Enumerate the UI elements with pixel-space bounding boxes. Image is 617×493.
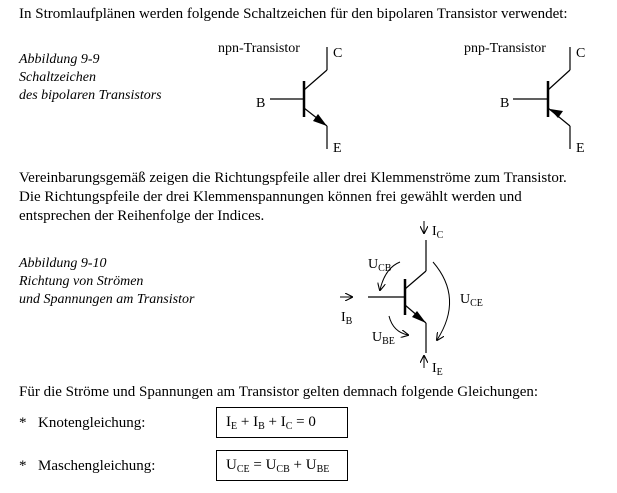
paragraph-line-2: Die Richtungspfeile der drei Klemmenspannungen können frei gewählt werden und [19,189,522,205]
uce-arrow-icon [433,262,450,340]
formula-subscript: B [258,421,265,432]
ie-label: $I_E$ [432,361,443,378]
equation-1-bullet: * [19,415,27,431]
formula-text: U [226,457,237,473]
ube-label: $U_{BE}$ [372,330,395,347]
formula-subscript: E [231,421,238,432]
formula-subscript: C [285,421,293,432]
uce-label: $U_{CE}$ [460,292,483,309]
formula-text: + I [237,414,259,430]
formula-text: + U [289,457,317,473]
equation-2-bullet: * [19,458,27,474]
fig9-10-caption-line-2: Richtung von Strömen [19,274,144,289]
npn-base-label: B [256,96,266,111]
formula-text: I [226,414,231,430]
pnp-base-label: B [500,96,510,111]
equations-intro: Für die Ströme und Spannungen am Transistor gelten demnach folgende Gleichungen: [19,384,539,400]
pnp-collector-label: C [576,46,586,61]
formula-subscript: CE [236,464,250,475]
formula-text: + I [264,414,286,430]
paragraph-line-3: entsprechen der Reihenfolge der Indices. [19,208,265,224]
formula-subscript: BE [316,464,330,475]
equation-1-formula [216,407,348,438]
equation-1-label: Knotengleichung: [38,415,146,431]
fig9-10-caption-line-3: und Spannungen am Transistor [19,292,195,307]
pnp-title: pnp-Transistor [464,41,546,56]
fig9-9-caption-line-2: Schaltzeichen [19,70,96,85]
ib-label: $I_B$ [341,310,353,327]
formula-subscript: CB [276,464,290,475]
pnp-emitter-label: E [576,141,585,156]
collector-diag [405,271,426,289]
intro-text: In Stromlaufplänen werden folgende Schaltzeichen für den bipolaren Transistor verwendet: [19,6,568,22]
ube-arrow-icon [389,316,408,335]
paragraph-line-1: Vereinbarungsgemäß zeigen die Richtungspfeile aller drei Klemmenströme zum Transistor. [19,170,567,186]
npn-title: npn-Transistor [218,41,300,56]
ic-label: $I_C$ [432,224,444,241]
formula-text: = 0 [292,414,316,430]
fig9-9-caption-line-3: des bipolaren Transistors [19,88,162,103]
npn-emitter-label: E [333,141,342,156]
formula-text: = U [249,457,277,473]
npn-collector-label: C [333,46,343,61]
equation-2-formula [216,450,348,481]
equation-2-label: Maschengleichung: [38,458,156,474]
fig9-9-caption-line-1: Abbildung 9-9 [19,52,100,67]
ucb-label: $U_{CB}$ [368,257,392,274]
fig9-10-caption-line-1: Abbildung 9-10 [19,256,107,271]
